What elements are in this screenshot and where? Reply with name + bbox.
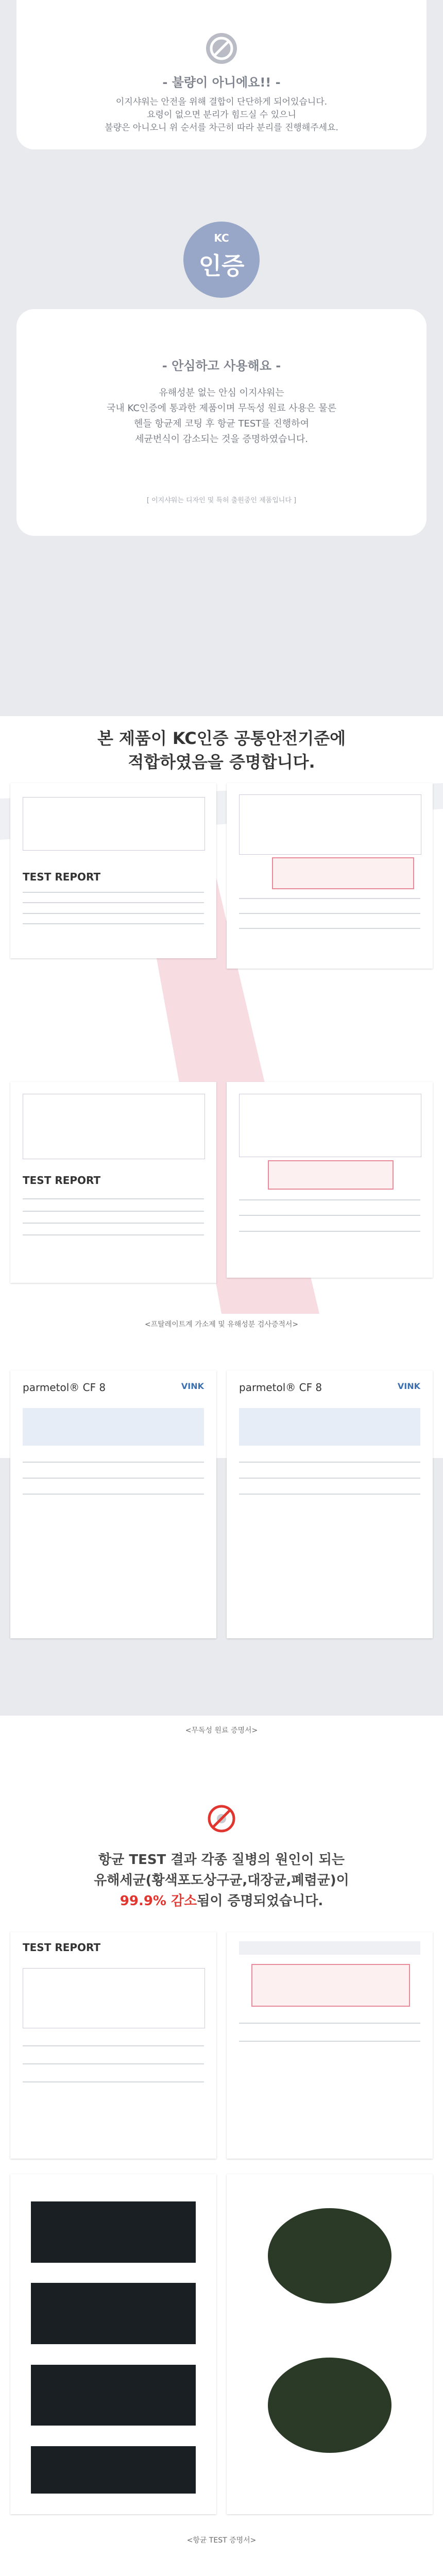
- section-title: [0, 1850, 443, 1911]
- section-title: [0, 726, 443, 774]
- kc-badge: [183, 222, 260, 298]
- text-line: [23, 913, 204, 914]
- description-text: [0, 385, 443, 447]
- test-result-document: [227, 1082, 433, 1278]
- text-line: [239, 1462, 420, 1463]
- table-block: [239, 1094, 421, 1158]
- petri-image: [268, 2358, 391, 2453]
- text-line: [23, 2045, 204, 2046]
- patent-note: [ 이지샤워는 디자인 및 특허 출원중인 제품입니다 ]: [146, 497, 297, 504]
- table-block: [239, 794, 421, 855]
- figure-caption: <항균 TEST 증명서>: [186, 2536, 257, 2545]
- description-line: 요령이 없으면 분리가 힘드실 수 있으니: [147, 110, 296, 120]
- description-line: 세균번식이 감소되는 것을 증명하였습니다.: [135, 434, 308, 445]
- antibacterial-section: [0, 1747, 443, 2576]
- kc-certification-section: [0, 155, 443, 551]
- document-header: TEST REPORT: [23, 871, 101, 883]
- not-defective-section: [0, 0, 443, 155]
- title-line: 유해세균(황색포도상구균,대장균,폐렴균)이: [94, 1873, 349, 1888]
- text-line: [23, 1223, 204, 1224]
- kc-documents-section: [0, 716, 443, 1458]
- antibacterial-result: [227, 1932, 433, 2159]
- document-brand: parmetol® CF 8: [239, 1381, 322, 1394]
- test-report-document: [10, 783, 216, 958]
- petri-dish-results: [227, 2174, 433, 2514]
- description-line: 유해성분 없는 안심 이지샤워는: [159, 387, 284, 398]
- text-line: [23, 892, 204, 893]
- highlight-box: [272, 857, 414, 889]
- petri-image: [31, 2201, 196, 2263]
- raw-material-caption-row: [0, 1716, 443, 1747]
- figure-caption: <무독성 원료 증명서>: [185, 1726, 258, 1735]
- raw-material-certificate: [10, 1370, 216, 1638]
- raw-material-certificate: [227, 1370, 433, 1638]
- text-line: [239, 1199, 420, 1200]
- petri-image: [268, 2208, 391, 2303]
- highlight-box: [268, 1160, 394, 1190]
- title-line: [0, 1891, 443, 1911]
- title-suffix: 됨이 증명되었습니다.: [197, 1893, 323, 1909]
- description-line: 이지샤워는 안전을 위해 결합이 단단하게 되어있습니다.: [115, 97, 328, 107]
- description-line: 국내 KC인증에 통과한 제품이며 무독성 원료 사용은 물론: [107, 403, 336, 414]
- text-line: [239, 913, 420, 914]
- text-line: [23, 923, 204, 924]
- petri-image: [31, 2365, 196, 2426]
- info-block: [23, 1408, 204, 1446]
- highlight-box: [251, 1964, 410, 2007]
- text-line: [239, 928, 420, 929]
- test-report-document: [10, 1082, 216, 1283]
- description-text: [0, 96, 443, 134]
- text-line: [239, 2023, 420, 2024]
- header-bar: [239, 1941, 420, 1955]
- text-line: [23, 2063, 204, 2064]
- petri-dish-results: [10, 2174, 216, 2514]
- kc-badge-top: KC: [214, 232, 229, 244]
- document-brand: parmetol® CF 8: [23, 1381, 106, 1394]
- antibacterial-report: [10, 1932, 216, 2159]
- text-line: [23, 1478, 204, 1479]
- text-line: [239, 1494, 420, 1495]
- text-line: [239, 898, 420, 899]
- description-line: 헨들 항균제 코팅 후 항균 TEST를 진행하여: [134, 418, 309, 429]
- figure-caption: <프탈레이트계 가소제 및 유해성분 검사증적서>: [144, 1320, 299, 1329]
- text-line: [239, 2041, 420, 2042]
- text-line: [23, 2081, 204, 2082]
- text-line: [239, 1231, 420, 1232]
- document-header: TEST REPORT: [23, 1174, 101, 1187]
- text-line: [23, 902, 204, 903]
- section-heading: - 불량이 아니에요!! -: [162, 75, 281, 90]
- petri-image: [31, 2446, 196, 2494]
- vink-logo: VINK: [397, 1381, 420, 1391]
- document-header: TEST REPORT: [23, 1941, 101, 1954]
- bacteria-prohibit-icon: [206, 1803, 237, 1834]
- text-line: [23, 1198, 204, 1199]
- highlight-text: 99.9% 감소: [120, 1893, 197, 1909]
- info-block: [239, 1408, 420, 1446]
- vink-logo: VINK: [181, 1381, 204, 1391]
- test-result-document: [227, 783, 433, 969]
- description-line: 불량은 아니오니 위 순서를 차근히 따라 분리를 진행해주세요.: [105, 123, 338, 133]
- prohibit-icon: [205, 32, 238, 65]
- text-line: [23, 1211, 204, 1212]
- text-line: [23, 1234, 204, 1235]
- text-line: [23, 1462, 204, 1463]
- title-line: 본 제품이 KC인증 공통안전기준에: [97, 728, 346, 748]
- text-line: [23, 1494, 204, 1495]
- text-line: [239, 1478, 420, 1479]
- text-line: [239, 1215, 420, 1216]
- table-block: [23, 797, 205, 851]
- table-block: [23, 1094, 205, 1159]
- petri-image: [31, 2283, 196, 2344]
- kc-badge-main: 인증: [198, 252, 245, 280]
- section-heading: - 안심하고 사용해요 -: [162, 359, 281, 373]
- title-line: 항균 TEST 결과 각종 질병의 원인이 되는: [98, 1852, 345, 1868]
- table-block: [23, 1968, 205, 2028]
- title-line: 적합하였음을 증명합니다.: [128, 752, 315, 772]
